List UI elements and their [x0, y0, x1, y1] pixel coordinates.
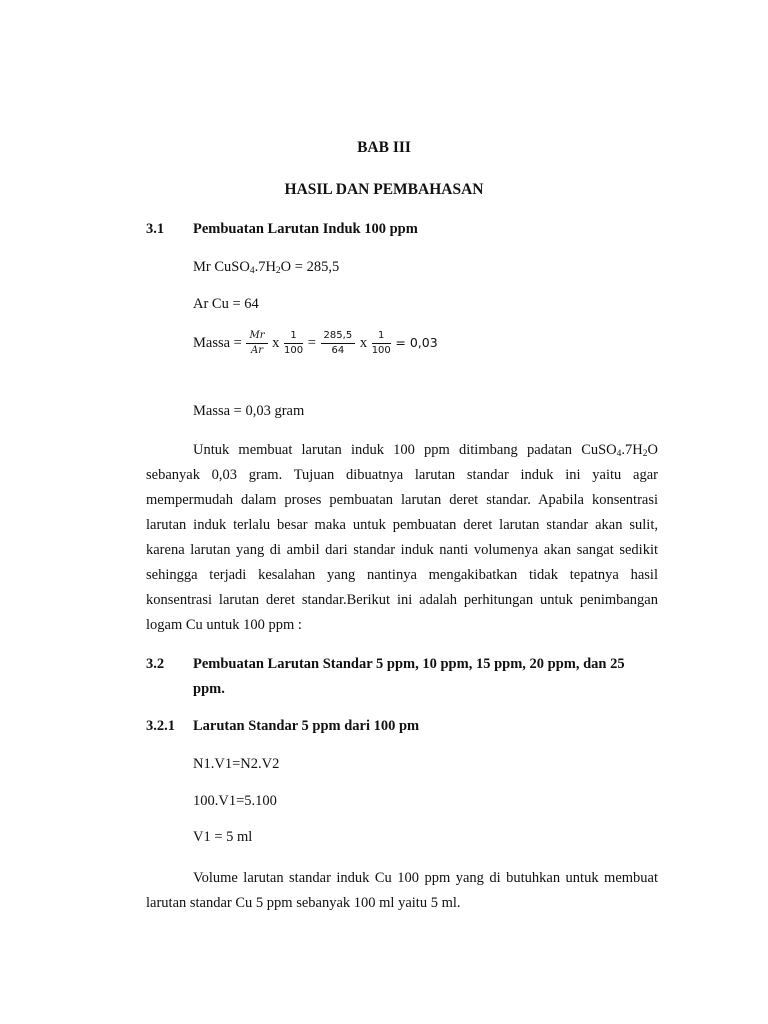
section-3-2-number: 3.2 — [146, 656, 165, 672]
mr-equation: Mr $CuSO_4.7H_2O = 285,5$ — [193, 259, 340, 276]
equation-n1v1: N1.V1=N2.V2 — [193, 756, 280, 772]
section-3-1-title: Pembuatan Larutan Induk 100 ppm — [193, 221, 418, 237]
section-3-1-number: 3.1 — [146, 221, 165, 237]
massa-result: Massa = 0,03 gram — [193, 403, 305, 419]
ar-equation: Ar Cu = 64 — [193, 296, 259, 312]
chapter-label: BAB III — [357, 139, 411, 156]
section-3-2-title-line2: ppm. — [193, 681, 225, 697]
paragraph-volume: Volume larutan standar induk Cu 100 ppm yang di butuhkan untuk membuat larutan standar Cu 5 ppm sebanyak 100 ml yaitu 5 ml. — [146, 870, 658, 911]
massa-label: Massa = — [193, 334, 242, 351]
equation-substitution: 100.V1=5.100 — [193, 793, 277, 809]
fraction-285-64: $\frac{285,5}{64}$ — [321, 330, 356, 357]
paragraph-larutan-induk: Untuk membuat larutan induk 100 ppm ditimbang padatan $CuSO_4.7H_2O$ sebanyak 0,03 gram. Tujuan dibuatnya larutan standar induk ini yaitu agar mempermudah dalam proses pembuatan larutan deret standar. Apabila konsentrasi larutan induk terlalu besar maka untuk pembuatan deret larutan standar akan sulit, karena larutan yang di ambil dari standar induk nanti volumenya akan sangat sedikit sehingga terjadi kesalahan yang nantinya mengakibatkan tidak tepatnya hasil konsentrasi larutan deret standar.Berikut ini adalah perhitungan untuk penimbangan logam Cu untuk 100 ppm : — [146, 442, 658, 633]
chapter-title: HASIL DAN PEMBAHASAN — [284, 181, 484, 198]
fraction-1-100-second: $\frac{1}{100}$ — [371, 330, 391, 356]
fraction-mr-ar: $\frac{Mr}{Ar}$ — [246, 330, 267, 357]
equation-v1-result: V1 = 5 ml — [193, 829, 253, 845]
section-3-2-1-title: Larutan Standar 5 ppm dari 100 pm — [193, 718, 420, 734]
section-3-2-title-line1: Pembuatan Larutan Standar 5 ppm, 10 ppm, 15 ppm, 20 ppm, dan 25 — [193, 656, 625, 672]
section-3-2-1-number: 3.2.1 — [146, 718, 175, 734]
fraction-1-100: $\frac{1}{100}$ — [284, 330, 304, 356]
massa-formula: Massa = $\frac{Mr}{Ar}$ x $\frac{1}{100}$ = $\frac{285,5}{64}$ x $\frac{1}{100}$ = 0,03 — [193, 330, 438, 356]
